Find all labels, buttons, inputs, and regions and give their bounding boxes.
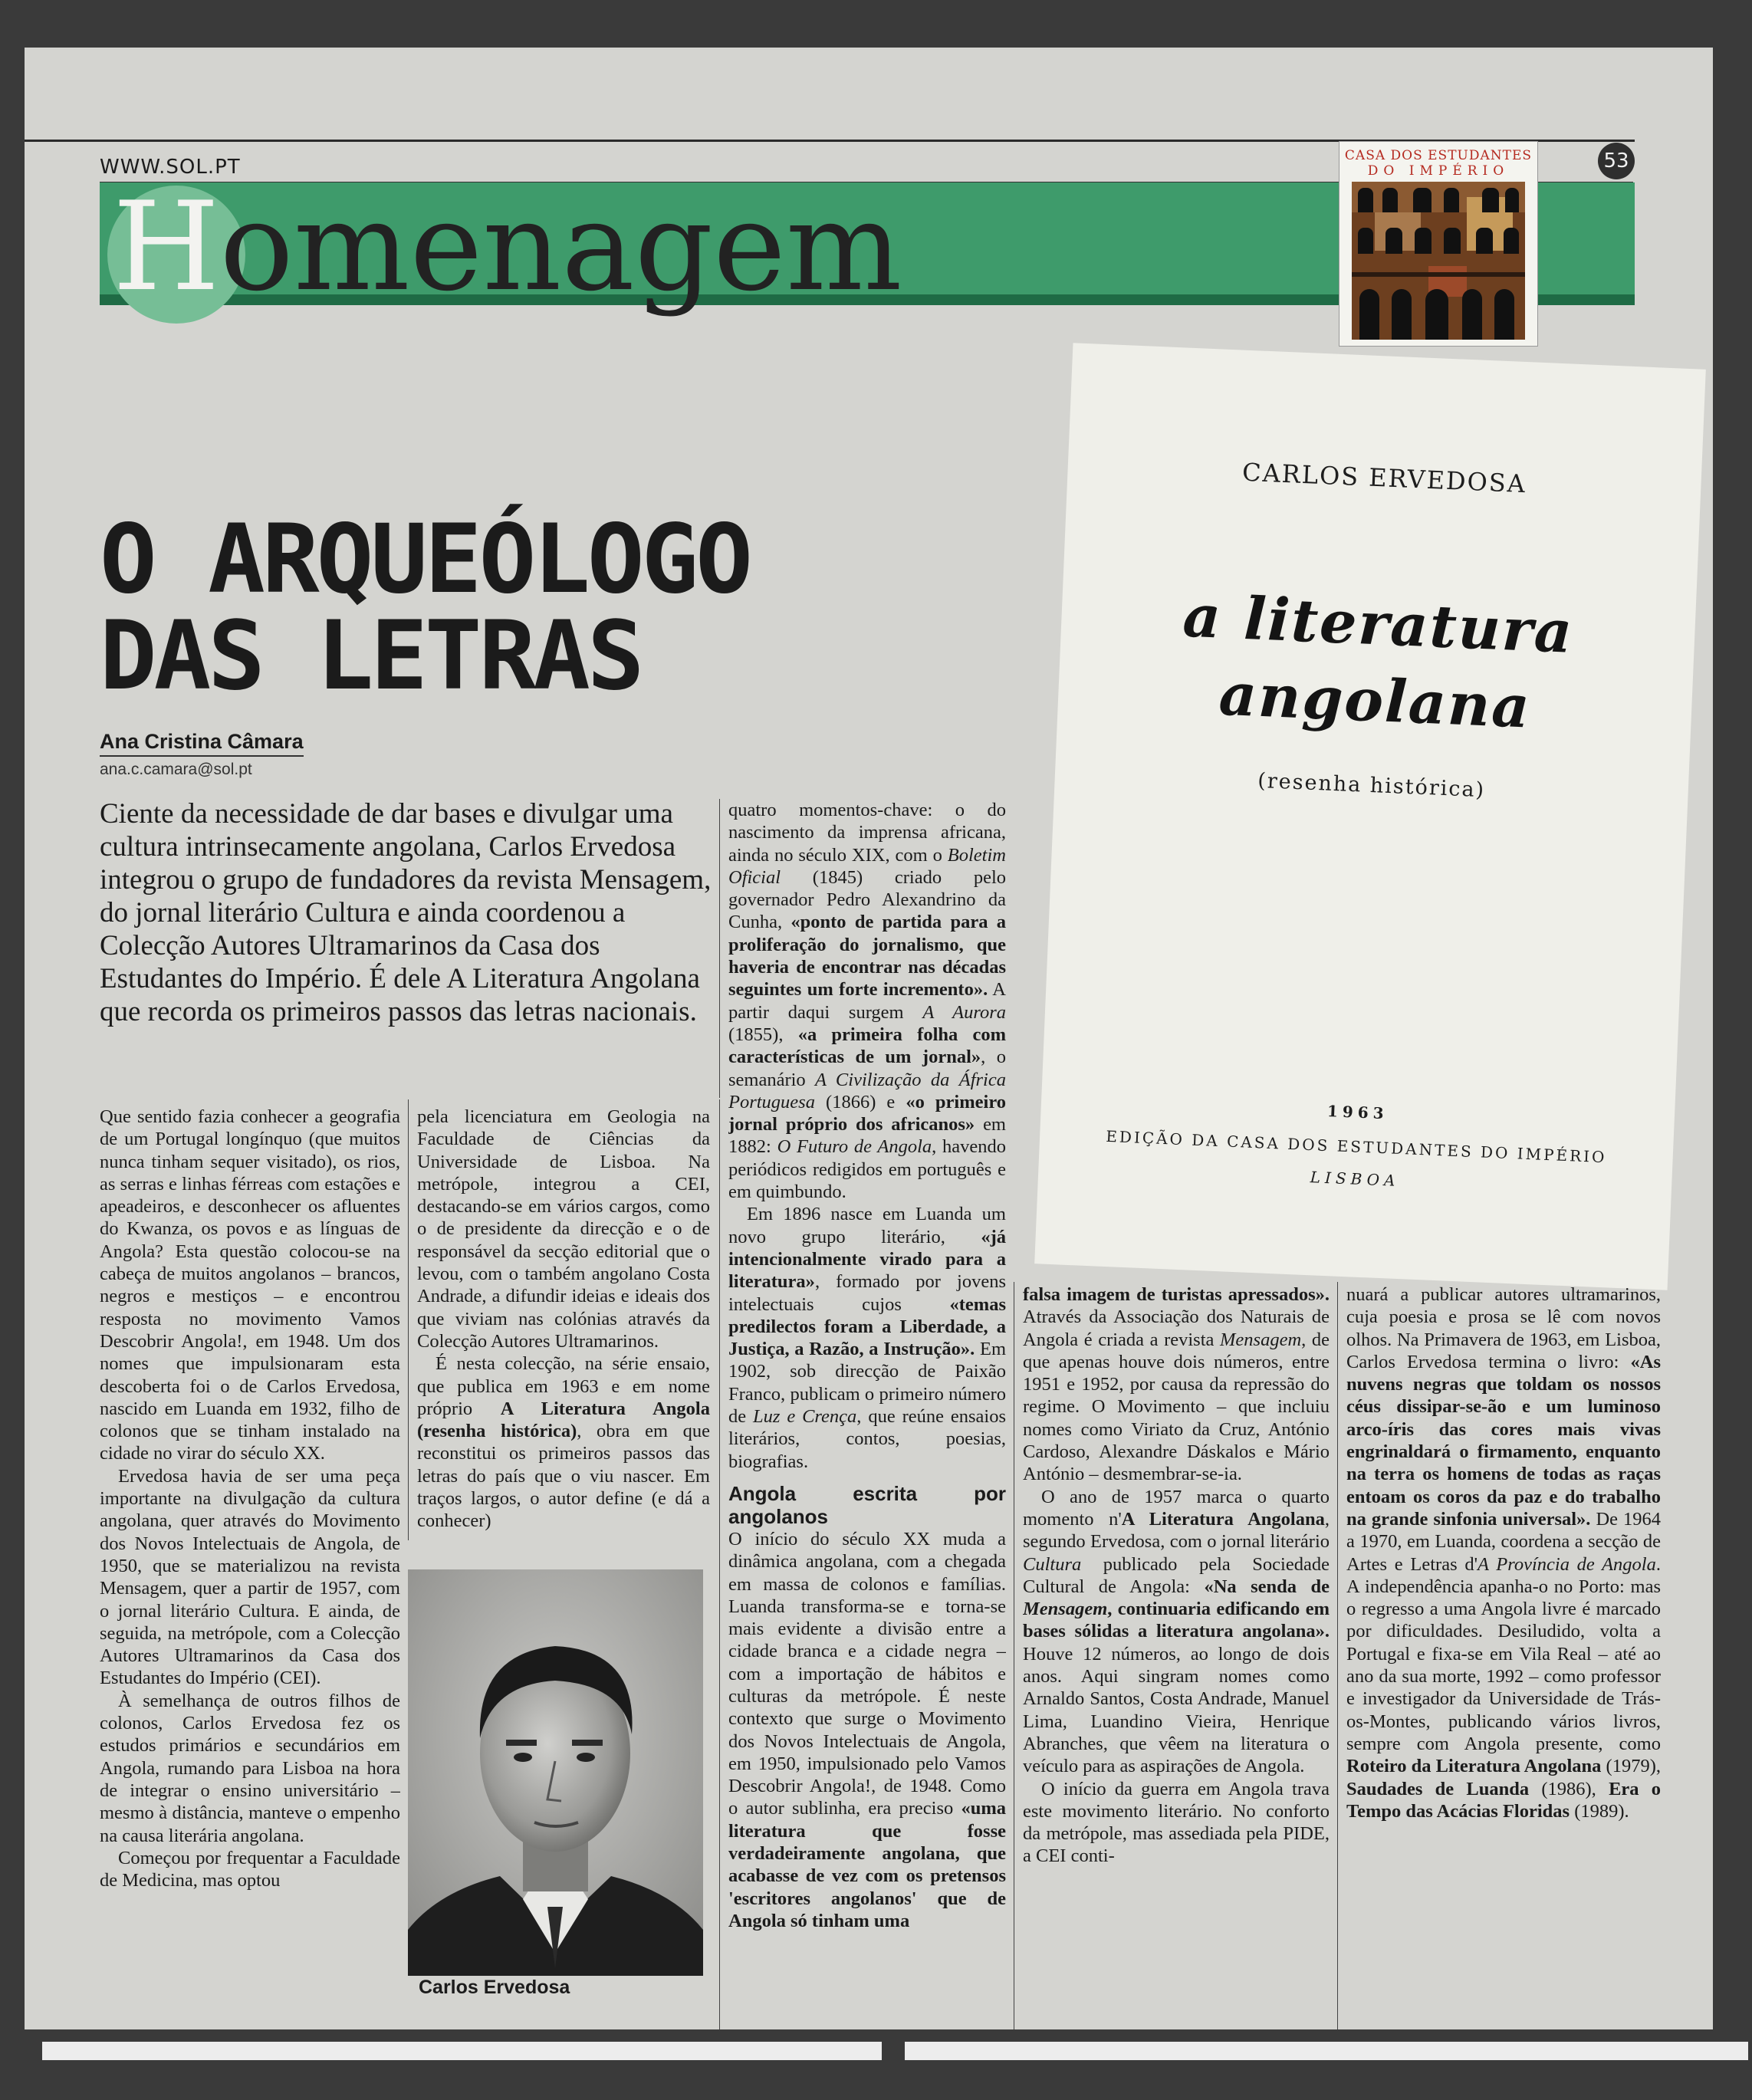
text: , obra em que reconstitui os primeiros passos das letras do país que o viu nascer. Em traços largos, o autor define (e dá a conhecer): [417, 1421, 710, 1532]
byline-email: ana.c.camara@sol.pt: [100, 761, 252, 778]
text: nuará a publicar autores ultramarinos, cuja poesia e prosa se lê com novos olhos. Na Primavera de 1963, em Lisboa, Carlos Ervedosa termina o livro:: [1346, 1284, 1661, 1372]
text: , havendo periódicos redigidos em português e em quimbundo.: [728, 1136, 1006, 1203]
quote: «o primeiro jornal próprio dos africanos»: [728, 1091, 1006, 1135]
quote: «As nuvens negras que toldam os nossos céus dissipar-se-ão e um luminoso arco-íris das cores mais vivas engrinaldará o firmamento, enquanto na terra os homens de todas as raças entoam os coros da paz e do trabalho na grande sinfonia universal».: [1346, 1351, 1661, 1530]
column-4: [1023, 1283, 1330, 2042]
publication-title: A Província de Angola: [1478, 1553, 1656, 1575]
paragraph: [417, 1352, 710, 1532]
book-subtitle: (resenha histórica): [1257, 768, 1486, 803]
headline-line-2: DAS LETRAS: [100, 601, 642, 712]
section-title: [113, 175, 902, 318]
text: (1855),: [728, 1024, 784, 1045]
book-title-line-1: a literatura: [1181, 581, 1576, 666]
book-year: 1963: [1326, 1102, 1389, 1123]
portrait-image: [408, 1569, 703, 1980]
badge-line-2: DO IMPÉRIO: [1367, 163, 1510, 179]
book-city: LISBOA: [1310, 1168, 1401, 1191]
text: . A independência apanha-o no Porto: mas o regresso a uma Angola livre é marcado por dificuldades. Desiludido, volta a Portugal e fixa-se em Vila Real – até ao ano da sua morte, 1992 – como professor e investigador da Universidade de Trás-os-Montes, publicando vários livros, sempre com Angola presente, como: [1346, 1553, 1661, 1754]
book-author: CARLOS ERVEDOSA: [1241, 457, 1527, 499]
book-reference: Roteiro da Literatura Angolana: [1346, 1756, 1602, 1777]
text: (1979),: [1606, 1756, 1661, 1777]
book-reference: A Literatura Angola (resenha histórica): [417, 1398, 710, 1442]
paragraph: À semelhança de outros filhos de colonos, Carlos Ervedosa fez os estudos primários e secundários em Angola, rumando para Lisboa na hora de integrar o ensino universitário – mesmo à distância, manteve o empenho na causa literária angolana.: [100, 1690, 400, 1846]
text: , de que apenas houve dois números, entre 1951 e 1952, por causa da repressão do regime. O Movimento – que incluiu nomes como Viriato da Cruz, António Cardoso, Alexandre Dáskalos e Mário António – desmembrar-se-ia.: [1023, 1329, 1330, 1485]
byline-author: Ana Cristina Câmara: [100, 730, 304, 757]
publication-title: O Futuro de Angola: [777, 1136, 932, 1158]
building-illustration: [1352, 182, 1525, 340]
paragraph: [728, 1528, 1006, 1932]
column-rule: [1337, 1282, 1338, 2033]
text: Em 1896 nasce em Luanda um novo grupo literário,: [728, 1204, 1006, 1247]
text: , o semanário: [728, 1047, 1006, 1090]
quote: «já intencionalmente virado para a literatura»: [728, 1226, 1006, 1293]
text: (1989).: [1574, 1800, 1629, 1822]
publication-title: Luz e Crença: [753, 1406, 857, 1428]
section-title-rest: omenagem: [219, 175, 902, 318]
photo-caption: Carlos Ervedosa: [419, 1977, 570, 1998]
paragraph: O início da guerra em Angola trava este movimento literário. No conforto da metrópole, mas assediada pela PIDE, a CEI conti-: [1023, 1778, 1330, 1867]
scan-ruler-right: [905, 2042, 1748, 2060]
publication-title: A Aurora: [922, 1001, 1006, 1023]
cei-badge: [1339, 141, 1538, 347]
publication-title: A Civilização da África Portuguesa: [728, 1069, 1006, 1112]
photo-caption-box: [408, 1976, 703, 2000]
text: Através da Associação dos Naturais de Angola é criada a revista: [1023, 1306, 1330, 1350]
paragraph: [728, 1203, 1006, 1473]
paragraph: [728, 799, 1006, 1203]
section-title-cap: H: [113, 175, 220, 318]
publication-title: Boletim Oficial: [728, 844, 1006, 888]
paragraph: [1346, 1283, 1661, 1822]
text: De 1964 a 1970, em Luanda, coordena a secção de Artes e Letras d': [1346, 1508, 1661, 1575]
quote: falsa imagem de turistas apressados».: [1023, 1284, 1330, 1305]
column-2: [417, 1106, 710, 1566]
scan-background: [0, 2029, 1752, 2100]
text: É nesta colecção, na série ensaio, que publica em 1963 e em nome próprio: [417, 1353, 710, 1419]
quote: «ponto de partida para a proliferação do jornalismo, que haveria de encontrar nas décadas seguintes um forte incremento».: [728, 912, 1006, 1001]
text: A partir daqui surgem: [728, 979, 1006, 1023]
site-url: WWW.SOL.PT: [100, 156, 241, 179]
quote: «uma literatura que fosse verdadeiramente angolana, que acabasse de vez com os pretensos 'escritores angolanos' que de Angola só tinham uma: [728, 1798, 1006, 1931]
book-title-line-2: angolana: [1218, 659, 1533, 741]
publication-title: Cultura: [1023, 1553, 1082, 1575]
paragraph: Que sentido fazia conhecer a geografia de um Portugal longínquo (que muitos nunca tinham sequer visitado), os rios, as serras e linhas férreas com estações e apeadeiros, e desconhecer os afluentes do Kwanza, os povos e as línguas de Angola? Esta questão colocou-se na cabeça de muitos angolanos – brancos, negros e mestiços – e encontrou resposta no movimento Vamos Descobrir Angola!, em 1948. Um dos nomes que impulsionaram esta descoberta foi o de Carlos Ervedosa, nascido em Luanda em 1932, filho de colonos que se tinham instalado na cidade no virar do século XX.: [100, 1106, 400, 1464]
text: , segundo Ervedosa, com o jornal literário: [1023, 1508, 1330, 1553]
text: O ano de 1957 marca o quarto momento n': [1023, 1486, 1330, 1530]
text: em 1882:: [728, 1114, 1006, 1158]
text: (1866) e: [826, 1091, 896, 1112]
paragraph: [1023, 1283, 1330, 1486]
column-rule: [408, 1099, 409, 1540]
paragraph: [1023, 1486, 1330, 1778]
author-photo: [408, 1569, 703, 1980]
column-5: [1346, 1283, 1661, 2042]
text: O início do século XX muda a dinâmica angolana, com a chegada em massa de colonos e famílias. Luanda transforma-se e torna-se mais evidente a divisão entre a cidade branca e a cidade negra – com a importação de hábitos e culturas da metrópole. É neste contexto que surge o Movimento dos Novos Intelectuais de Angola, em 1950, impulsionado pelo Vamos Descobrir Angola!, de 1948. Como o autor sublinha, era preciso: [728, 1528, 1006, 1819]
newspaper-page: [25, 48, 1713, 2072]
text: (1986),: [1541, 1778, 1596, 1799]
column-rule: [719, 1099, 720, 2035]
publication-title: Mensagem: [1023, 1599, 1108, 1620]
quote: «a primeira folha com características de um jornal»: [728, 1024, 1006, 1068]
text: «Na senda de: [1204, 1576, 1330, 1597]
text: , continuaria edificando em bases sólidas a literatura angolana».: [1023, 1599, 1330, 1642]
column-rule: [719, 799, 720, 1098]
text: (1845) criado pelo governador Pedro Alexandrino da Cunha,: [728, 866, 1006, 933]
text: Em 1902, sob direcção de Paixão Franco, publicam o primeiro número de: [728, 1339, 1006, 1428]
text: publicado pela Sociedade Cultural de Angola:: [1023, 1553, 1330, 1597]
publication-title: Mensagem: [1220, 1329, 1302, 1350]
column-1: [100, 1106, 400, 2056]
book-reference: A Literatura Angolana: [1121, 1508, 1325, 1530]
column-3: [728, 799, 1006, 2041]
headline-line-1: O ARQUEÓLOGO: [100, 504, 750, 615]
text: , formado por jovens intelectuais cujos: [728, 1271, 1006, 1315]
book-reference: Era o Tempo das Acácias Floridas: [1346, 1778, 1661, 1822]
paragraph: Começou por frequentar a Faculdade de Medicina, mas optou: [100, 1847, 400, 1891]
book-reference: Saudades de Luanda: [1346, 1778, 1530, 1799]
book-publisher: EDIÇÃO DA CASA DOS ESTUDANTES DO IMPÉRIO: [1105, 1126, 1607, 1167]
paragraph: pela licenciatura em Geologia na Faculdade de Ciências da Universidade de Lisboa. Na metrópole, integrou a CEI, destacando-se em vários cargos, como o de presidente da direcção e o de responsável da secção editorial que o levou, com o também angolano Costa Andrade, a difundir ideias e ideais dos que viviam nas colónias através da Colecção Autores Ultramarinos.: [417, 1106, 710, 1352]
subheading: Angola escrita por angolanos: [728, 1481, 1006, 1528]
text: Houve 12 números, ao longo de dois anos. Aqui singram nomes como Arnaldo Santos, Costa Andrade, Manuel Lima, Luandino Vieira, Henrique Abranches, que vêem na literatura o veículo para as aspirações de Angola.: [1023, 1643, 1330, 1777]
article-headline: [100, 504, 943, 712]
badge-line-1: CASA DOS ESTUDANTES: [1344, 148, 1533, 163]
article-lead: Ciente da necessidade de dar bases e divulgar uma cultura intrinsecamente angolana, Carlos Ervedosa integrou o grupo de fundadores da revista Mensagem, do jornal literário Cultura e ainda coordenou a Colecção Autores Ultramarinos da Casa dos Estudantes do Império. É dele A Literatura Angolana que recorda os primeiros passos das letras nacionais.: [100, 798, 712, 1027]
page-number: 53: [1598, 143, 1635, 179]
text: , que reúne ensaios literários, contos, poesias, biografias.: [728, 1406, 1006, 1472]
scan-ruler-left: [42, 2042, 882, 2060]
text: quatro momentos-chave: o do nascimento da imprensa africana, ainda no século XIX, com o: [728, 800, 1006, 866]
quote: «temas predilectos foram a Liberdade, a Justiça, a Razão, a Instrução».: [728, 1293, 1006, 1360]
paragraph: Ervedosa havia de ser uma peça importante na divulgação da cultura angolana, quer através do Movimento dos Novos Intelectuais de Angola, de 1950, que se materializou na revista Mensagem, quer a partir de 1957, com o jornal literário Cultura. E ainda, de seguida, na metrópole, com a Colecção Autores Ultramarinos da Casa dos Estudantes do Império (CEI).: [100, 1465, 400, 1689]
book-cover: [1034, 343, 1706, 1290]
